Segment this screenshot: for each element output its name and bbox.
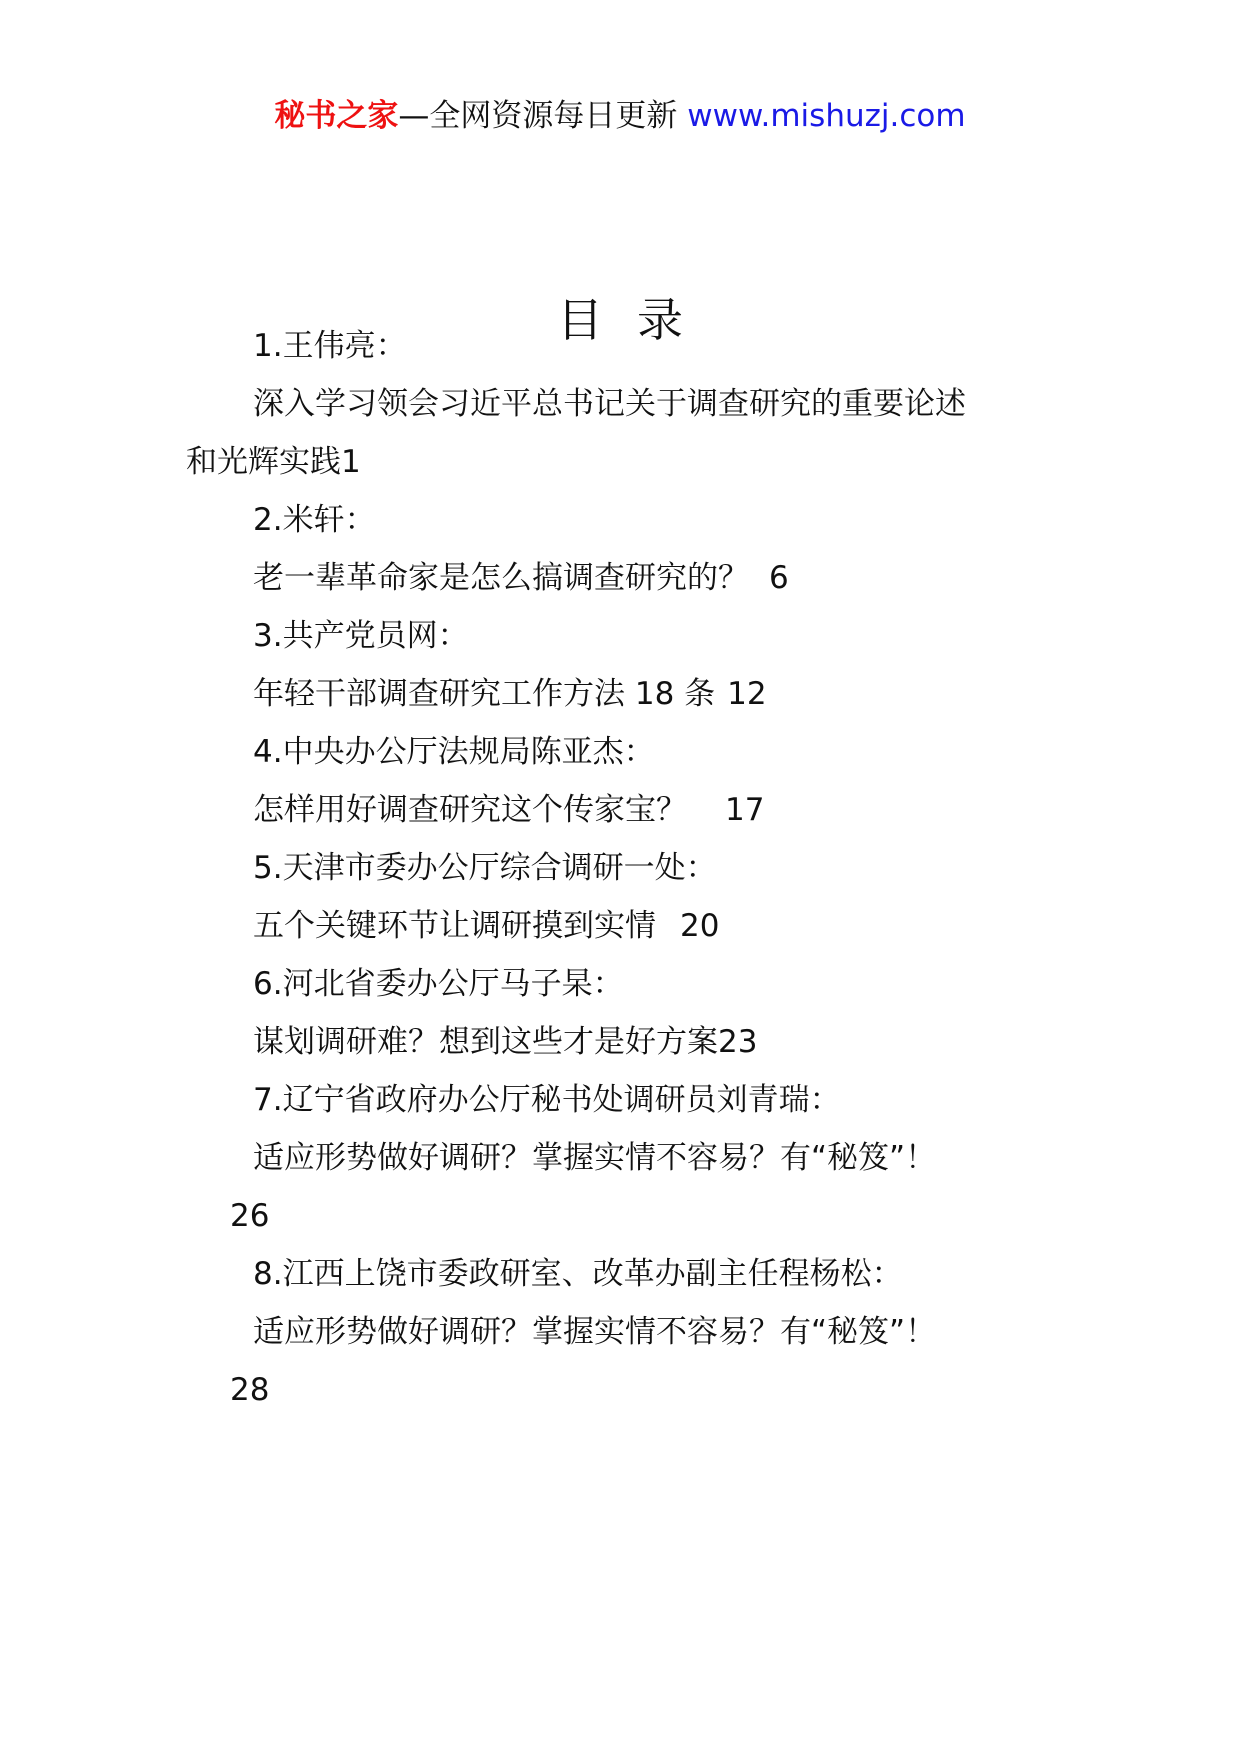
toc-entry-3-author: 3.共产党员网： xyxy=(253,618,469,654)
toc-entry-5-title: 五个关键环节让调研摸到实情 xyxy=(253,908,656,944)
toc-entry-4-title: 怎样用好调查研究这个传家宝？ xyxy=(253,792,687,828)
toc-entry-4-author: 4.中央办公厅法规局陈亚杰： xyxy=(253,734,655,770)
toc-entry-1-author: 1.王伟亮： xyxy=(253,328,407,364)
toc-entry-5-row xyxy=(253,906,719,946)
toc-entry-8-title: 适应形势做好调研？掌握实情不容易？有“秘笈”！ xyxy=(253,1314,937,1350)
toc-entry-8-author: 8.江西上饶市委政研室、改革办副主任程杨松： xyxy=(253,1256,903,1292)
site-url-link[interactable]: www.mishuzj.com xyxy=(687,98,966,134)
toc-entry-2-row xyxy=(253,558,789,598)
toc-entry-7-page: 26 xyxy=(230,1198,270,1234)
toc-entry-3-page: 12 xyxy=(727,676,767,712)
toc-entry-6-author: 6.河北省委办公厅马子杲： xyxy=(253,966,624,1002)
toc-entry-4-page: 17 xyxy=(725,792,765,828)
toc-entry-7-title: 适应形势做好调研？掌握实情不容易？有“秘笈”！ xyxy=(253,1140,937,1176)
brand-name: 秘书之家 xyxy=(274,98,399,134)
toc-entry-2-title: 老一辈革命家是怎么搞调查研究的？ xyxy=(253,560,749,596)
toc-entry-2-page: 6 xyxy=(769,560,789,596)
toc-entry-1-title-cont: 和光辉实践 xyxy=(186,444,341,480)
toc-entry-1-title-line1: 深入学习领会习近平总书记关于调查研究的重要论述 xyxy=(253,386,966,422)
toc-entry-2-author: 2.米轩： xyxy=(253,502,376,538)
toc-entry-4-row xyxy=(253,790,764,830)
toc-entry-1-page: 1 xyxy=(341,444,361,480)
toc-entry-6-title: 谋划调研难？想到这些才是好方案 xyxy=(253,1024,718,1060)
toc-entry-5-author: 5.天津市委办公厅综合调研一处： xyxy=(253,850,717,886)
toc-entry-5-page: 20 xyxy=(680,908,720,944)
toc-entry-6-page: 23 xyxy=(718,1024,758,1060)
toc-title: 目录 xyxy=(557,293,717,347)
toc-entry-8-page: 28 xyxy=(230,1372,270,1408)
toc-entry-1-title-line2 xyxy=(186,442,361,482)
toc-entry-3-row xyxy=(253,674,767,714)
toc-entry-6-row xyxy=(253,1022,757,1062)
toc-entry-7-author: 7.辽宁省政府办公厅秘书处调研员刘青瑞： xyxy=(253,1082,841,1118)
site-header xyxy=(0,96,1240,136)
toc-entry-3-title: 年轻干部调查研究工作方法 18 条 xyxy=(253,676,716,712)
header-slogan: —全网资源每日更新 xyxy=(398,98,678,134)
